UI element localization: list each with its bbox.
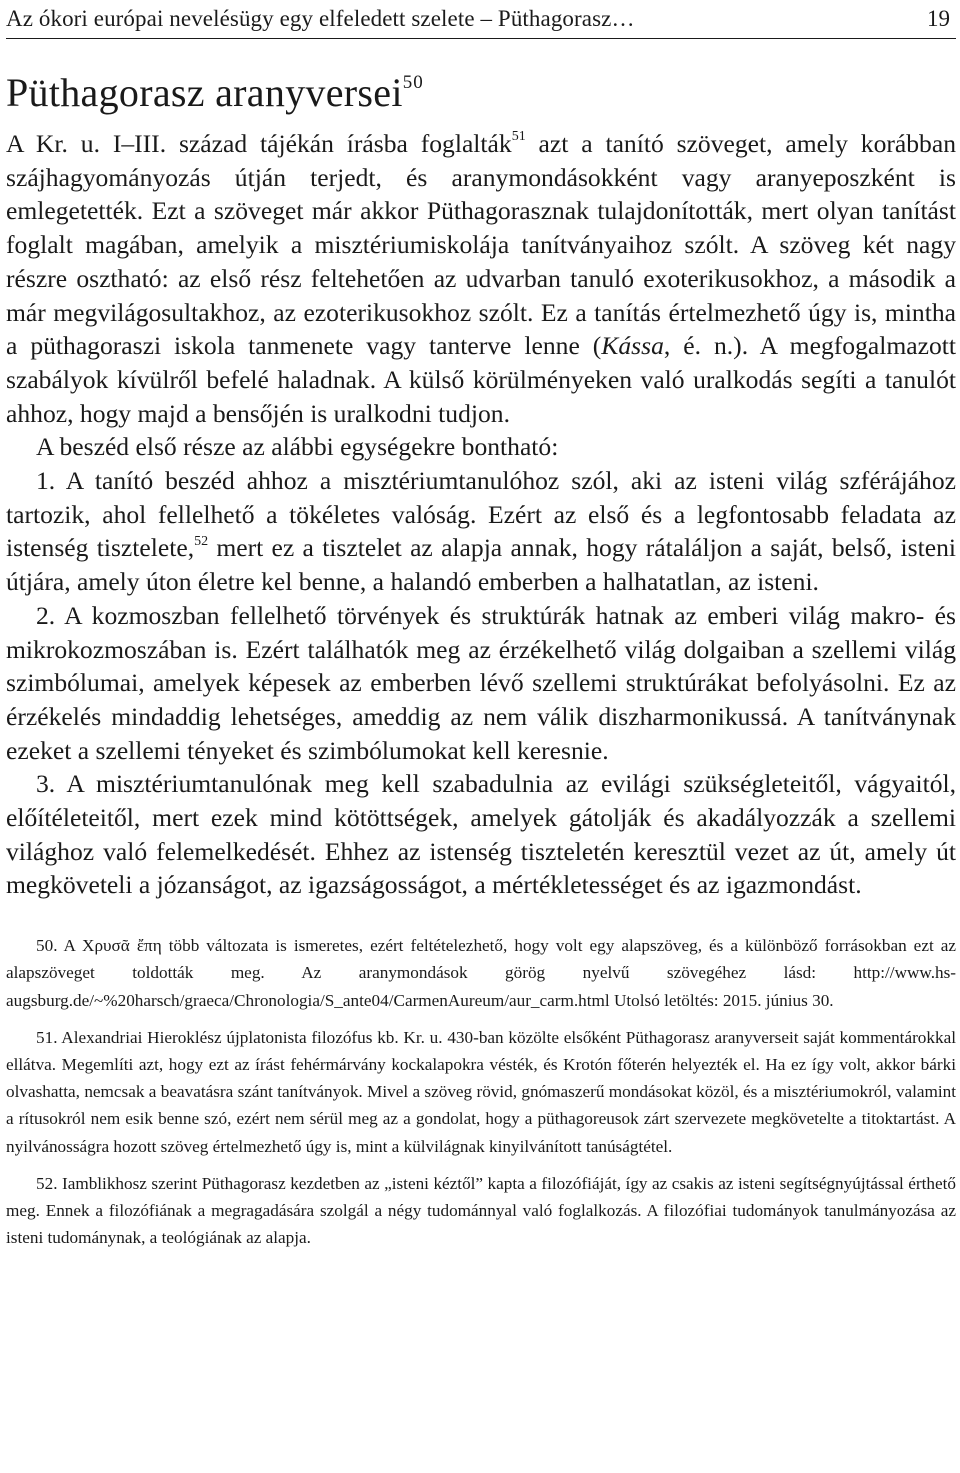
document-page bbox=[6, 0, 956, 1261]
paragraph-point-1-part-1: 1. A tanító beszéd ahhoz a misztériumtanulóhoz szól, aki az isteni világ szférájához tartozik, ahol fellelhető a tökéletes valóság. Ezért az első és a legfontosabb feladata az istenség tisztelete, bbox=[6, 466, 956, 563]
paragraph-intro-part-2: azt a tanító szöveget, amely korábban szájhagyományozás útján terjedt, és aranymondásokként vagy aranyeposzként is emlegetették. Ezt a szöveget már akkor Püthagorasznak tulajdonították, mert olyan tanítást foglalt magában, amelyik a misztériumiskolája tanítványaihoz szólt. A szöveg két nagy részre osztható: az első rész feltehetően az udvarban tanuló exoterikusokhoz, a második a már megvilágosultakhoz, az ezoterikusokhoz szólt. Ez a tanítás értelmezhető úgy is, mintha a püthagoraszi iskola tanmenete vagy tanterve lenne ( bbox=[6, 129, 957, 361]
section-heading bbox=[6, 71, 956, 115]
footnote-52: 52. Iamblikhosz szerint Püthagorasz kezdetben az „isteni kéztől” kapta a filozófiáját, így az csakis az isteni segítségnyújtással érthető meg. Ennek a filozófiának a megragadására szolgál a négy tudománnyal való foglalkozás. A filozófiai tudományok tanulmányozása az isteni tudománynak, a teológiának az alapja. bbox=[6, 1173, 956, 1248]
section-heading-text: Püthagorasz aranyversei bbox=[6, 70, 403, 115]
page-number: 19 bbox=[927, 6, 950, 31]
footnote-ref-50[interactable]: 50 bbox=[402, 71, 424, 93]
footnote-50: 50. A Χρυσᾶ ἔπη több változata is ismeretes, ezért feltételezhető, hogy volt egy alapszöveg, és a különböző forrásokban ezt az alapszöveget toldották meg. Az aranymondások görög nyelvű szövegéhez lásd: http://www.hs-augsburg.de/~%20harsch/graeca/Chronologia/S_ante04/CarmenAureum/aur_carm.html Utolsó letöltés: 2015. június 30. bbox=[6, 936, 956, 1010]
paragraph-point-1 bbox=[6, 464, 956, 599]
paragraph-point-2: 2. A kozmoszban fellelhető törvények és struktúrák hatnak az emberi világ makro- és mikrokozmoszában is. Ezért találhatók meg az érzékelhető világ dolgaiban a szellemi világ szimbólumai, amelyek képesek az emberben lévő szellemi struktúrákat befolyásolni. Ez az érzékelés mindaddig lehetséges, ameddig az nem válik diszharmonikussá. A tanítványnak ezeket a szellemi tényeket és szimbólumokat kell keresnie. bbox=[6, 600, 956, 765]
footnotes bbox=[6, 932, 956, 1251]
footnote-ref-52[interactable]: 52 bbox=[194, 533, 209, 549]
citation-author: Kássa bbox=[601, 331, 664, 361]
running-header bbox=[6, 0, 956, 39]
body-text bbox=[6, 127, 956, 902]
paragraph-intro bbox=[6, 127, 956, 430]
paragraph-intro-part-1: A Kr. u. I–III. század tájékán írásba foglalták bbox=[6, 129, 512, 158]
paragraph-point-1-part-2: mert ez a tisztelet az alapja annak, hogy rátaláljon a saját, belső, isteni útjára, amely úton életre kel benne, a halandó emberben a halhatatlan, az isteni. bbox=[6, 533, 956, 597]
paragraph-intro-part-3: , é. n.). A megfogalmazott szabályok kívülről befelé haladnak. A külső körülményeken való uralkodás segíti a tanulót ahhoz, hogy majd a bensőjén is uralkodni tudjon. bbox=[6, 331, 956, 428]
footnote-51: 51. Alexandriai Hieroklész újplatonista filozófus kb. Kr. u. 430-ban közölte elsőként Püthagorasz aranyverseit saját kommentárokkal ellátva. Megemlíti azt, hogy ezt az írást fehérmárvány kockalapokra vésték, és Krotón főterén helyezték el. Ha ez így volt, akkor bárki olvashatta, nemcsak a beavatásra szánt tanítványok. Mivel a szöveg rövid, gnómaszerű mondásokat közöl, és a misztériumokról, valamint a rítusokról nem esik benne szó, ezért nem sérül meg az a gondolat, hogy a püthagoreusok zárt szervezete megkövetelte a titoktartást. A nyilvánosságra hozott szöveg értelmezhető úgy is, mint a külvilágnak kinyilvánított tanúságtétel. bbox=[6, 1027, 956, 1156]
paragraph-division: A beszéd első része az alábbi egységekre bontható: bbox=[36, 432, 559, 462]
footnote-ref-51[interactable]: 51 bbox=[511, 129, 526, 145]
running-header-title: Az ókori európai nevelésügy egy elfeledett szelete – Püthagorasz… bbox=[6, 6, 635, 31]
paragraph-point-3: 3. A misztériumtanulónak meg kell szabadulnia az evilági szükségleteitől, vágyaitól, előítéleteitől, mert ezek mind kötöttségek, amelyek gátolják és akadályozzák a szellemi világhoz való felemelkedését. Ehhez az istenség tiszteletén keresztül vezet az út, amely út megköveteli a józanságot, az igazságosságot, a mértékletességet és az igazmondást. bbox=[6, 769, 956, 900]
